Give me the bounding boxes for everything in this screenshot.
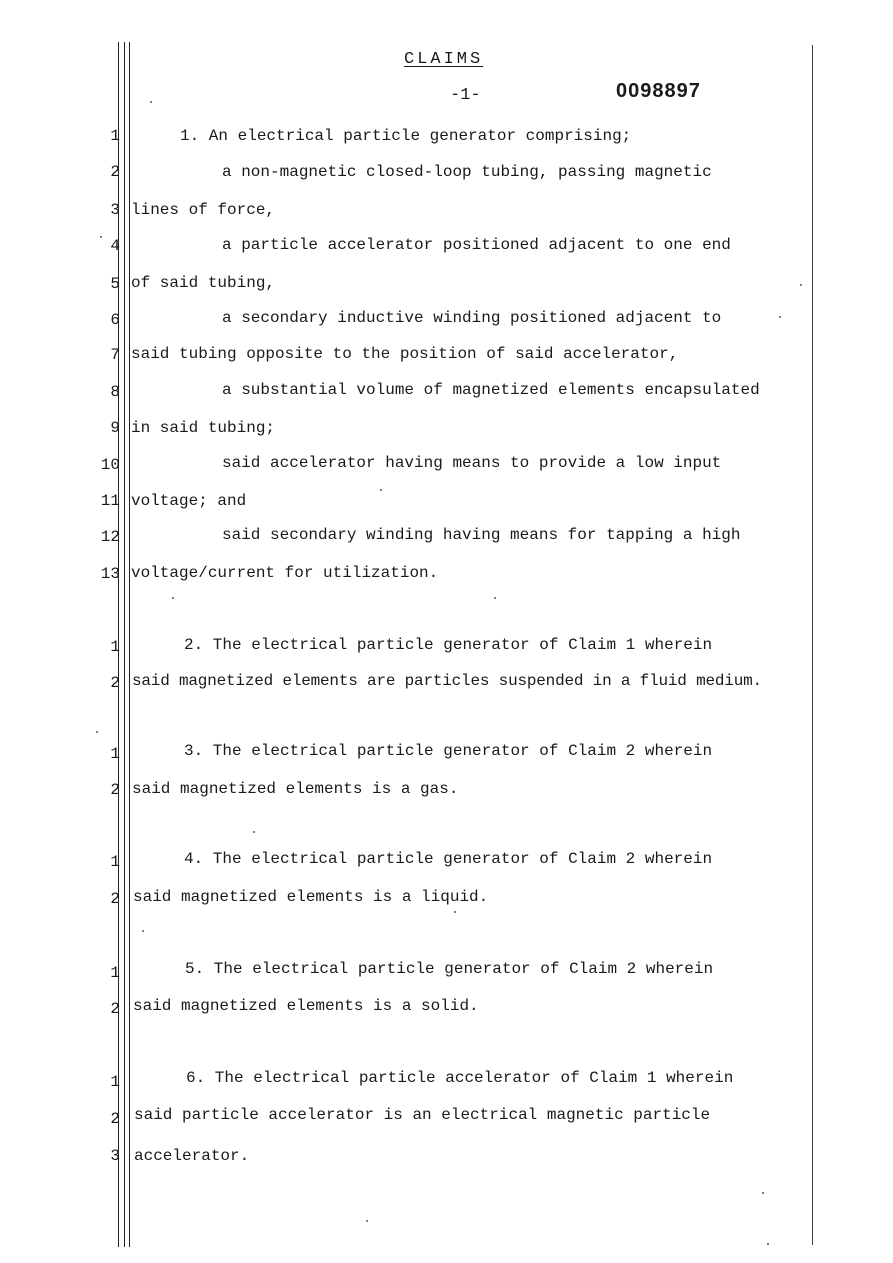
line-number: 13 bbox=[100, 565, 120, 583]
scan-speck bbox=[454, 911, 456, 913]
line-number: 9 bbox=[110, 419, 120, 437]
scan-speck bbox=[253, 831, 255, 833]
scan-speck bbox=[800, 284, 802, 286]
line-number: 12 bbox=[100, 528, 120, 546]
line-number: 1 bbox=[110, 964, 120, 982]
claim-line: said magnetized elements is a liquid. bbox=[133, 888, 489, 906]
line-number: 7 bbox=[110, 346, 120, 364]
line-number: 2 bbox=[110, 1110, 120, 1128]
claims-heading: CLAIMS bbox=[404, 50, 484, 69]
line-number: 3 bbox=[110, 1147, 120, 1165]
claim-line: in said tubing; bbox=[131, 419, 276, 437]
claim-line: 6. The electrical particle accelerator of Claim 1 wherein bbox=[186, 1069, 734, 1087]
line-number: 11 bbox=[100, 492, 120, 510]
scan-speck bbox=[380, 489, 382, 491]
claim-line: voltage; and bbox=[131, 492, 247, 510]
line-number: 8 bbox=[110, 383, 120, 401]
claim-line: lines of force, bbox=[131, 201, 276, 219]
scan-speck bbox=[150, 101, 152, 103]
line-number: 10 bbox=[100, 456, 120, 474]
claim-line: 3. The electrical particle generator of Claim 2 wherein bbox=[184, 742, 713, 760]
claim-line: a substantial volume of magnetized elements encapsulated bbox=[222, 381, 760, 399]
line-number: 4 bbox=[110, 237, 120, 255]
scan-speck bbox=[767, 1243, 769, 1245]
margin-rule-right bbox=[812, 45, 813, 1245]
scan-speck bbox=[366, 1220, 368, 1222]
claim-line: said tubing opposite to the position of said accelerator, bbox=[131, 345, 679, 363]
line-number: 2 bbox=[110, 1000, 120, 1018]
claim-line: 5. The electrical particle generator of Claim 2 wherein bbox=[185, 960, 714, 978]
page-number: -1- bbox=[450, 86, 481, 105]
claim-line: of said tubing, bbox=[131, 274, 276, 292]
claim-line: said magnetized elements is a solid. bbox=[133, 997, 479, 1015]
claim-line: a secondary inductive winding positioned adjacent to bbox=[222, 309, 722, 327]
margin-rule-left-inner bbox=[129, 42, 130, 1247]
claim-line: voltage/current for utilization. bbox=[131, 564, 439, 582]
scan-speck bbox=[100, 236, 102, 238]
line-number: 5 bbox=[110, 275, 120, 293]
line-number: 3 bbox=[110, 201, 120, 219]
scan-speck bbox=[779, 316, 781, 318]
line-number: 2 bbox=[110, 674, 120, 692]
scan-speck bbox=[142, 930, 144, 932]
scan-speck bbox=[494, 597, 496, 599]
claim-line: accelerator. bbox=[134, 1147, 250, 1165]
line-number: 2 bbox=[110, 781, 120, 799]
claim-line: 1. An electrical particle generator comprising; bbox=[180, 127, 632, 145]
claim-line: said secondary winding having means for tapping a high bbox=[222, 526, 741, 544]
scan-speck bbox=[762, 1192, 764, 1194]
line-number: 1 bbox=[110, 127, 120, 145]
claim-line: a non-magnetic closed-loop tubing, passing magnetic bbox=[222, 163, 712, 181]
claim-line: said magnetized elements are particles suspended in a fluid medium. bbox=[132, 672, 762, 690]
claim-line: said particle accelerator is an electrical magnetic particle bbox=[134, 1106, 711, 1124]
claim-line: said magnetized elements is a gas. bbox=[132, 780, 459, 798]
line-number: 1 bbox=[110, 638, 120, 656]
line-number: 6 bbox=[110, 311, 120, 329]
line-number: 1 bbox=[110, 1073, 120, 1091]
line-number: 2 bbox=[110, 163, 120, 181]
margin-rule-left-mid bbox=[124, 42, 125, 1247]
claim-line: 4. The electrical particle generator of Claim 2 wherein bbox=[184, 850, 713, 868]
claim-line: said accelerator having means to provide a low input bbox=[222, 454, 722, 472]
line-number: 1 bbox=[110, 853, 120, 871]
line-number: 2 bbox=[110, 890, 120, 908]
claim-line: 2. The electrical particle generator of Claim 1 wherein bbox=[184, 636, 713, 654]
line-number: 1 bbox=[110, 745, 120, 763]
scan-speck bbox=[172, 597, 174, 599]
claim-line: a particle accelerator positioned adjacent to one end bbox=[222, 236, 731, 254]
document-number: 0098897 bbox=[616, 80, 701, 102]
scan-speck bbox=[96, 731, 98, 733]
